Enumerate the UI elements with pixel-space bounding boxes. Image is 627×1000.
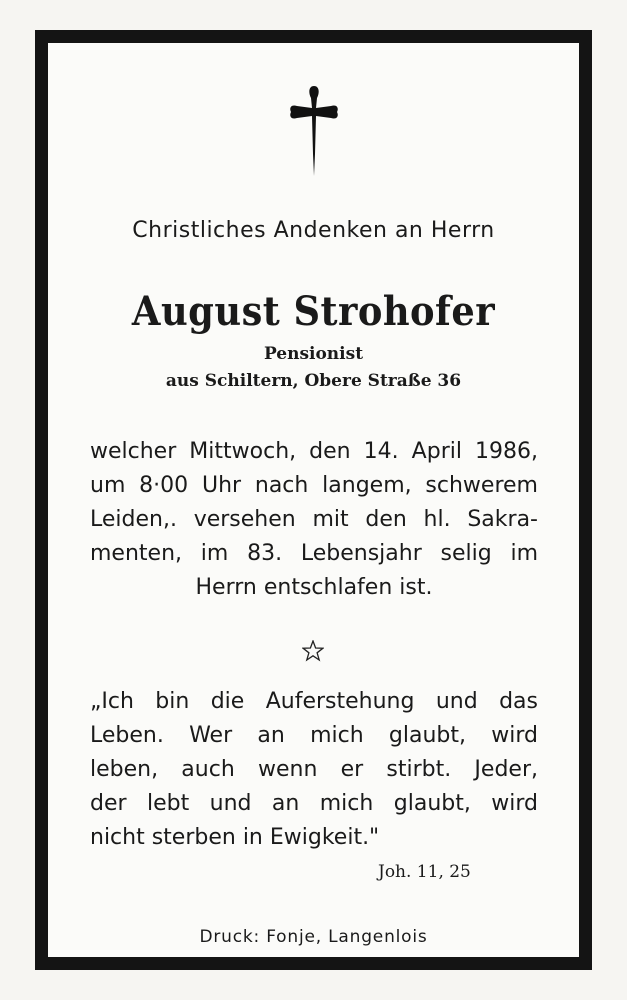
quote-line: der lebt und an mich glaubt, wird [90,791,538,816]
bible-quote [90,685,538,855]
death-line: Leiden,. versehen mit den hl. Sakra- [90,507,538,532]
intro-line: Christliches Andenken an Herrn [132,218,495,243]
quote-reference: Joh. 11, 25 [378,862,471,882]
star-icon [302,640,324,662]
quote-line: „Ich bin die Auferstehung und das [90,689,538,714]
death-line: menten, im 83. Lebensjahr selig im [90,541,538,566]
death-line: Herrn entschlafen ist. [195,575,433,600]
quote-line: Leben. Wer an mich glaubt, wird [90,723,538,748]
death-line: welcher Mittwoch, den 14. April 1986, [90,439,538,464]
death-notice [90,435,538,605]
address: aus Schiltern, Obere Straße 36 [165,371,462,391]
death-line: um 8·00 Uhr nach langem, schwerem [90,473,538,498]
printer-credit: Druck: Fonje, Langenlois [199,927,428,947]
quote-line: nicht sterben in Ewigkeit." [90,825,380,850]
cross-icon [287,84,341,178]
quote-line: leben, auch wenn er stirbt. Jeder, [90,757,538,782]
deceased-name: August Strohofer [131,288,496,335]
occupation: Pensionist [263,344,364,364]
